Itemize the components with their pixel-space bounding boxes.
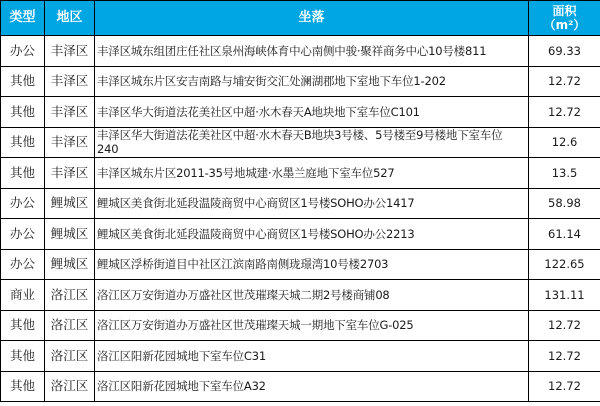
cell-area: 13.5 [529,158,600,189]
cell-location: 洛江区万安街道办万盛社区世茂璀璨天城一期地下室车位G-025 [95,310,529,341]
cell-area: 12.72 [529,371,600,402]
cell-district: 丰泽区 [45,66,95,97]
cell-district: 洛江区 [45,341,95,372]
table-row [1,36,600,67]
header-area: 面积 （m²） [529,1,600,36]
cell-location: 鲤城区美食街北延段温陵商贸中心商贸区1号楼SOHO办公1417 [95,188,529,219]
cell-location: 洛江区万安街道办万盛社区世茂璀璨天城二期2号楼商铺08 [95,280,529,311]
table-row [1,310,600,341]
table-row [1,158,600,189]
table-row [1,280,600,311]
cell-location: 丰泽区城东片区2011-35号地城建·水墨兰庭地下室车位527 [95,158,529,189]
header-type: 类型 [1,1,45,36]
table-header-row [1,1,600,36]
table-row [1,249,600,280]
cell-area: 131.11 [529,280,600,311]
cell-area: 58.98 [529,188,600,219]
cell-area: 69.33 [529,36,600,67]
header-location: 坐落 [95,1,529,36]
cell-district: 丰泽区 [45,97,95,128]
cell-type: 办公 [1,249,45,280]
cell-district: 丰泽区 [45,158,95,189]
cell-type: 其他 [1,158,45,189]
cell-type: 商业 [1,280,45,311]
cell-location: 丰泽区华大街道法花美社区中超·水木春天A地块地下室车位C101 [95,97,529,128]
cell-location: 丰泽区华大街道法花美社区中超·水木春天B地块3号楼、5号楼至9号楼地下室车位 240 [95,127,529,158]
cell-type: 其他 [1,341,45,372]
cell-location: 洛江区阳新花园城地下室车位C31 [95,341,529,372]
table-row [1,219,600,250]
cell-location: 鲤城区美食街北延段温陵商贸中心商贸区1号楼SOHO办公2213 [95,219,529,250]
header-district: 地区 [45,1,95,36]
cell-district: 鲤城区 [45,219,95,250]
cell-district: 洛江区 [45,371,95,402]
cell-area: 12.72 [529,66,600,97]
cell-type: 办公 [1,219,45,250]
cell-district: 洛江区 [45,280,95,311]
cell-area: 12.72 [529,341,600,372]
table-row [1,371,600,402]
cell-location: 丰泽区城东组团庄任社区泉州海峡体育中心南侧中骏·聚祥商务中心10号楼811 [95,36,529,67]
cell-area: 122.65 [529,249,600,280]
cell-district: 丰泽区 [45,127,95,158]
cell-type: 办公 [1,188,45,219]
cell-type: 其他 [1,97,45,128]
table-row [1,97,600,128]
cell-type: 其他 [1,310,45,341]
table-row [1,341,600,372]
cell-district: 丰泽区 [45,36,95,67]
cell-location: 洛江区阳新花园城地下室车位A32 [95,371,529,402]
cell-area: 12.72 [529,97,600,128]
cell-location: 鲤城区浮桥街道目中社区江滨南路南侧珑璟湾10号楼2703 [95,249,529,280]
cell-location: 丰泽区城东片区安吉南路与埔安街交汇处澜湖郡地下室地下车位1-202 [95,66,529,97]
cell-area: 61.14 [529,219,600,250]
cell-type: 其他 [1,66,45,97]
table-row [1,188,600,219]
cell-type: 其他 [1,371,45,402]
cell-district: 鲤城区 [45,249,95,280]
table-row [1,66,600,97]
table-row [1,127,600,158]
cell-district: 鲤城区 [45,188,95,219]
cell-type: 办公 [1,36,45,67]
cell-area: 12.72 [529,310,600,341]
cell-type: 其他 [1,127,45,158]
cell-district: 洛江区 [45,310,95,341]
cell-area: 12.6 [529,127,600,158]
